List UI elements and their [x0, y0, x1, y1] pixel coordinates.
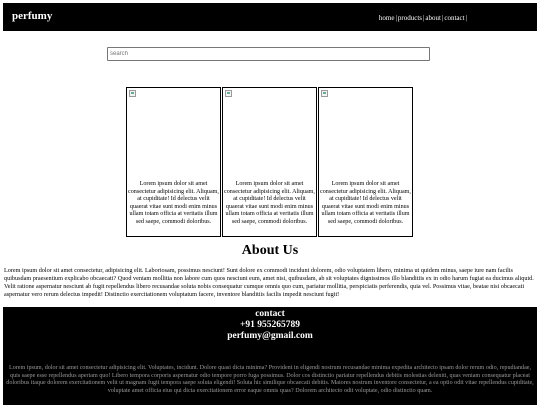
- footer-phone: +91 955265789: [239, 320, 301, 330]
- nav-link-contact[interactable]: contact: [444, 14, 465, 22]
- nav-separator: |: [395, 14, 397, 22]
- footer-paragraph: Lorem ipsum, dolor sit amet consectetur adipisicing elit. Voluptates, incidunt. Dolore quasi dicta minima? Provident in eligendi nostrum recusandae minima expedita architecto ipsam dolor rerum odio, repudiandae, quis saepe esse repellendus aperiam quo! Libero tempora corporis aspernatur odio tempore porro fuga possimus. Dolor cos distinctio pariatur repellendus debitis molestias deleniti, quas veniam consequatur placeat doloribus itaque dolorem exercitationem velit ut magnam fugit tempora saepe soluta eligendi! Soluta hic similique obcaecati debitis. Maiores nostrum inventore consectetur, a ea optio odit vitae repellendus cupiditate, voluptate amet officia eius qui dicta exercitationem error eaque omnis quas? Dolorem architecto odit voluptate, odio distinctio quam.: [6, 365, 534, 395]
- product-description: Lorem ipsum dolor sit amet consectetur adipisicing elit. Aliquam, at cupiditate! Id delectus velit quaerat vitae sunt modi enim minus ullam totam officia at veritatis illum sed saepe, commodi doloribus.: [128, 181, 219, 225]
- about-heading: About Us: [241, 243, 299, 258]
- nav-link-products[interactable]: products: [397, 14, 422, 22]
- nav-separator: |: [465, 14, 467, 22]
- footer-email[interactable]: perfumy@gmail.com: [227, 331, 313, 341]
- product-image: [319, 88, 412, 180]
- product-card[interactable]: [126, 87, 221, 237]
- footer-contact-heading: contact: [255, 309, 285, 319]
- nav-separator: |: [423, 14, 425, 22]
- nav-separator: |: [441, 14, 444, 22]
- broken-image-icon: [321, 90, 328, 97]
- product-image: [127, 88, 220, 180]
- product-card[interactable]: [318, 87, 413, 237]
- product-description: Lorem ipsum dolor sit amet consectetur adipisicing elit. Aliquam, at cupiditate! Id delectus velit quaerat vitae sunt modi enim minus ullam totam officia at veritatis illum sed saepe, commodi doloribus.: [224, 181, 315, 225]
- brand-logo-text[interactable]: perfumy: [12, 10, 53, 22]
- about-paragraph: Lorem ipsum dolor sit amet consectetur, adipisicing elit. Laboriosam, possimus nesciunt! Sunt dolore ex commodi incidunt dolorem, odio voluptatem libero, minima ut quidem minus, saepe iure nam facilis quibusdam praesentium explicabo obcaecati? Quod veniam mollitia non labore cum quos nesciunt eum, amet nisi, quibusdam, ab sit voluptates dignissimos illo blanditiis ex in odio harum fugiat ea ducimus aliquid. Velit ratione aspernatur nesciunt ab fugit repellendus libero recusandae soluta nobis consequatur cumque omnis quo cum, pariatur mollitia, perspiciatis perferendis, quia vel. Possimus vitae, beatae nisi obcaecati aspernatur vero rerum delectus impedit! Distinctio exercitationem voluptatum facere, inventore blanditiis facilis impedit nesciunt fugit!: [4, 267, 534, 298]
- broken-image-icon: [129, 90, 136, 97]
- search-input[interactable]: [107, 47, 430, 61]
- product-card[interactable]: [222, 87, 317, 237]
- nav-menu: [379, 14, 468, 22]
- product-cards: [126, 87, 444, 237]
- footer: [3, 307, 537, 405]
- broken-image-icon: [225, 90, 232, 97]
- top-navbar: [3, 3, 537, 31]
- product-description: Lorem ipsum dolor sit amet consectetur adipisicing elit. Aliquam, at cupiditate! Id delectus velit quaerat vitae sunt modi enim minus ullam totam officia at veritatis illum sed saepe, commodi doloribus.: [320, 181, 411, 225]
- nav-link-home[interactable]: home: [378, 14, 395, 22]
- product-image: [223, 88, 316, 180]
- nav-link-about[interactable]: about: [425, 14, 441, 22]
